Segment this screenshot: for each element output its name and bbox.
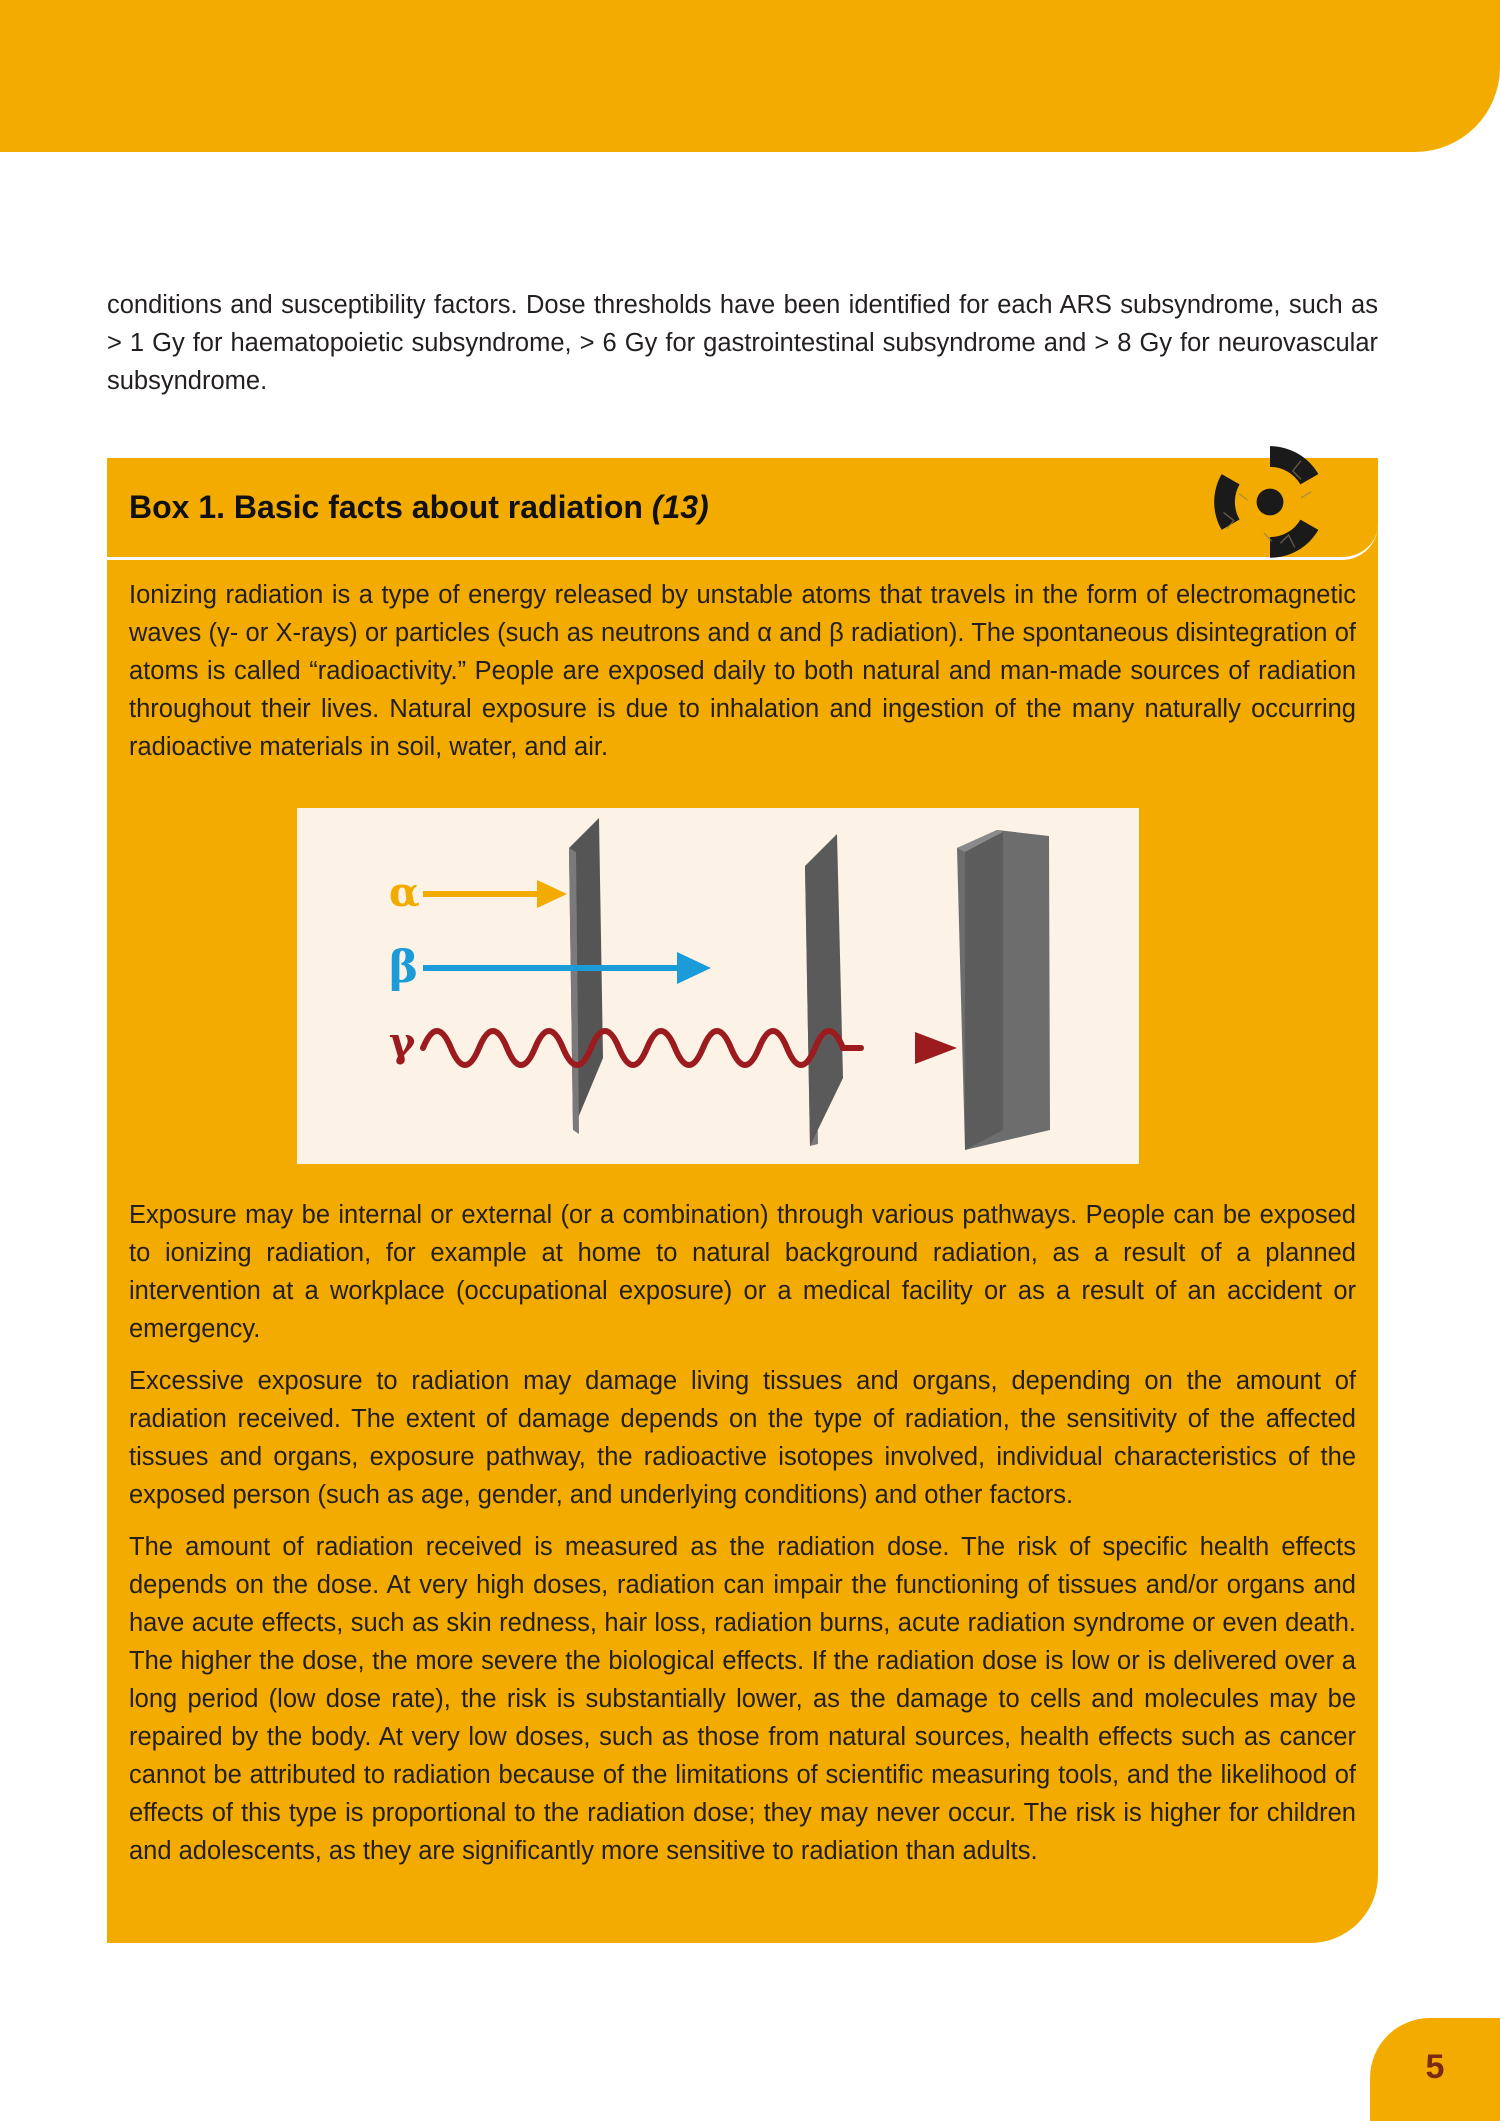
gamma-ray xyxy=(423,1031,957,1065)
beta-label: β xyxy=(389,942,419,993)
barrier-paper xyxy=(569,818,603,1134)
radiation-hazard-icon xyxy=(1208,440,1332,564)
page-number: 5 xyxy=(1425,2048,1445,2086)
info-box xyxy=(107,458,1378,1943)
box-title-reference: (13) xyxy=(651,489,709,525)
box-paragraph: Excessive exposure to radiation may damage living tissues and organs, depending on the amount of radiation received. The extent of damage depends on the type of radiation, the sensitivity of the affected tissues and organs, exposure pathway, the radioactive isotopes involved, individual characteristics of the exposed person (such as age, gender, and underlying conditions) and other factors. xyxy=(129,1367,1356,1509)
gamma-label: γ xyxy=(389,1019,416,1066)
alpha-ray xyxy=(423,880,567,908)
radiation-penetration-figure xyxy=(297,808,1139,1164)
beta-ray xyxy=(423,952,711,984)
alpha-label: α xyxy=(389,869,420,916)
top-banner xyxy=(0,0,1500,152)
intro-paragraph: conditions and susceptibility factors. Dose thresholds have been identified for each ARS subsyndrome, such as > 1 Gy for haematopoietic subsyndrome, > 6 Gy for gastrointestinal subsyndrome and > 8 Gy for neurovascular subsyndrome. xyxy=(107,291,1378,395)
barrier-lead xyxy=(957,830,1050,1150)
radiation-diagram xyxy=(297,808,1139,1164)
box-header xyxy=(107,458,1378,560)
box-paragraph: The amount of radiation received is measured as the radiation dose. The risk of specific health effects depends on the dose. At very high doses, radiation can impair the functioning of tissues and/or organs and have acute effects, such as skin redness, hair loss, radiation burns, acute radiation syndrome or even death. The higher the dose, the more severe the biological effects. If the radiation dose is low or is delivered over a long period (low dose rate), the risk is substantially lower, as the damage to cells and molecules may be repaired by the body. At very low doses, such as those from natural sources, health effects such as cancer cannot be attributed to radiation because of the limitations of scientific measuring tools, and the likelihood of effects of this type is proportional to the radiation dose; they may never occur. The risk is higher for children and adolescents, as they are significantly more sensitive to radiation than adults. xyxy=(129,1533,1356,1865)
box-title xyxy=(129,489,709,526)
barrier-aluminium xyxy=(805,834,849,1146)
box-title-text: Box 1. Basic facts about radiation xyxy=(129,489,643,525)
page-number-tab xyxy=(1370,2018,1500,2121)
box-paragraph: Ionizing radiation is a type of energy released by unstable atoms that travels in the form of electromagnetic waves (γ- or X-rays) or particles (such as neutrons and α and β radiation). The spontaneous disintegration of atoms is called “radioactivity.” People are exposed daily to both natural and man-made sources of radiation throughout their lives. Natural exposure is due to inhalation and ingestion of the many naturally occurring radioactive materials in soil, water, and air. xyxy=(129,581,1356,761)
box-paragraph: Exposure may be internal or external (or a combination) through various pathways. People can be exposed to ionizing radiation, for example at home to natural background radiation, as a result of a planned intervention at a workplace (occupational exposure) or a medical facility or as a result of an accident or emergency. xyxy=(129,1201,1356,1343)
